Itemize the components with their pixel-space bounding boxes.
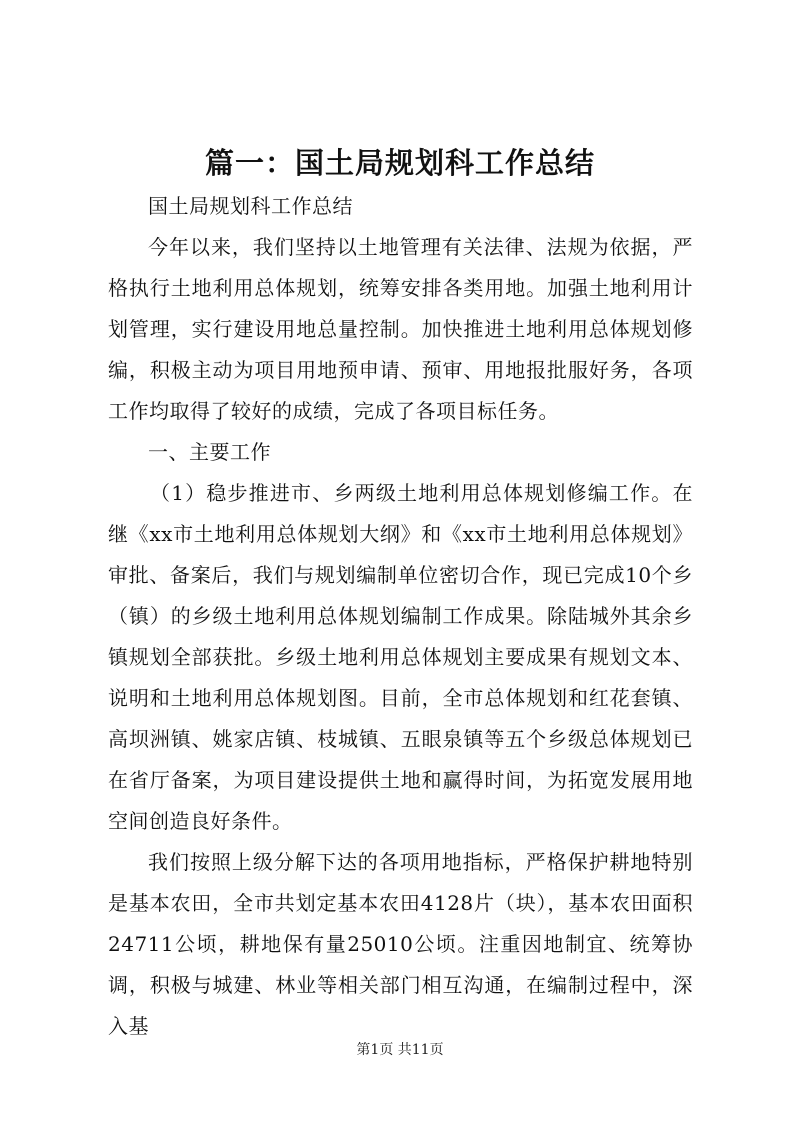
paragraph-subtitle: 国土局规划科工作总结 (148, 194, 353, 218)
paragraph-item-1: （1）稳步推进市、乡两级土地利用总体规划修编工作。在继《xx市土地利用总体规划大纲》和《xx市土地利用总体规划》审批、备案后，我们与规划编制单位密切合作，现已完成10个乡（镇）的乡级土地利用总体规划编制工作成果。除陆城外其余乡镇规划全部获批。乡级土地利用总体规划主要成果有规划文本、说明和土地利用总体规划图。目前，全市总体规划和红花套镇、高坝洲镇、姚家店镇、枝城镇、五眼泉镇等五个乡级总体规划已在省厅备案，为项目建设提供土地和赢得时间，为拓宽发展用地空间创造良好条件。 (108, 481, 693, 833)
document-title: 篇一：国土局规划科工作总结 (204, 146, 595, 180)
paragraph-farmland: 我们按照上级分解下达的各项用地指标，严格保护耕地特别是基本农田，全市共划定基本农田4128片（块），基本农田面积24711公顷，耕地保有量25010公顷。注重因地制宜、统筹协调，积极与城建、林业等相关部门相互沟通，在编制过程中，深入基 (108, 850, 693, 1038)
paragraph-intro: 今年以来，我们坚持以土地管理有关法律、法规为依据，严格执行土地利用总体规划，统筹安排各类用地。加强土地利用计划管理，实行建设用地总量控制。加快推进土地利用总体规划修编，积极主动为项目用地预申请、预审、用地报批服好务，各项工作均取得了较好的成绩，完成了各项目标任务。 (108, 235, 693, 423)
document-body (108, 186, 693, 1047)
page-footer: 第1页 共11页 (356, 1042, 444, 1058)
section-heading-main-work: 一、主要工作 (148, 440, 271, 464)
